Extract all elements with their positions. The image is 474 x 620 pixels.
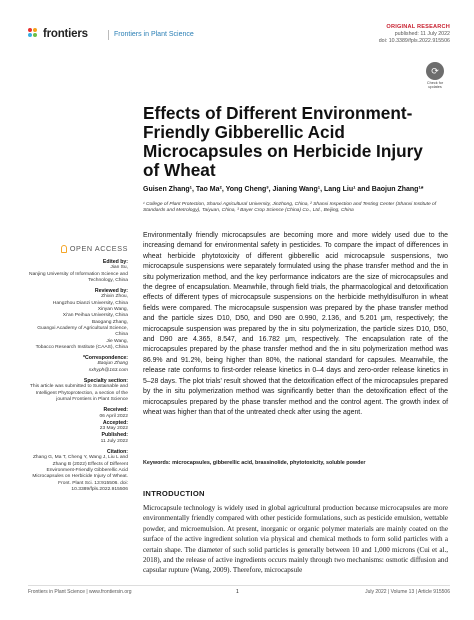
open-lock-icon bbox=[61, 245, 67, 253]
specialty-section bbox=[28, 378, 128, 403]
introduction-text: Microcapsule technology is widely used in global agricultural production because microcapsules are more environmentally friendly compared with other pesticide formulations, such as pesticide emulsion, wettable powder, and microemulsion. At present, inorganic or organic polymer materials are mainly coated on the surface of the active ingredient solution via physical and chemical methods to form solid particles with a certain shape. The diameter of such solid particles is generally between 10 and 1,000 microns (Cui et al., 2018), and the release of active ingredients occurs mainly through two mechanisms: osmotic diffusion and capsular rupture (Wang, 2009). Therefore, microcapsule bbox=[143, 504, 448, 575]
article-type: ORIGINAL RESEARCH bbox=[386, 24, 450, 30]
correspondence bbox=[28, 355, 128, 374]
footer-rule bbox=[28, 585, 450, 586]
footer-volume: July 2022 | Volume 13 | Article 915506 bbox=[365, 589, 450, 595]
reviewed-by-heading: Reviewed by: bbox=[94, 288, 128, 295]
header-divider bbox=[108, 30, 109, 40]
published-date-side: 11 July 2022 bbox=[100, 438, 128, 444]
refresh-icon: ⟳ bbox=[426, 62, 444, 80]
open-access-label: OPEN ACCESS bbox=[69, 244, 128, 253]
correspondence-text[interactable]: Baojun Zhang sxhyph@163.com bbox=[88, 361, 128, 373]
accepted-heading: Accepted: bbox=[102, 419, 128, 426]
specialty-text: This article was submitted to Sustainable and Intelligent Phytoprotection, a section of the journal Frontiers in Plant Science bbox=[29, 384, 128, 402]
edited-by-text: Jian Su, Nanjing University of Information Science and Technology, China bbox=[29, 265, 128, 283]
introduction-heading: INTRODUCTION bbox=[143, 489, 205, 498]
frontiers-logo[interactable] bbox=[28, 28, 88, 40]
page-footer bbox=[28, 589, 450, 599]
reviewed-by-text: Zhixin Zhou, Hangzhou Dianzi University, China Xinyan Wang, Xi'an Peihua University, China Baogang Zhang, Guangxi Academy of Agricultural Science, China Jie Wang, Tobacco Research Institute (CAAS), China bbox=[35, 294, 128, 350]
logo-text: frontiers bbox=[43, 28, 88, 40]
edited-by-heading: Edited by: bbox=[102, 259, 128, 265]
article-title: Effects of Different Environment-Friendly Gibberellic Acid Microcapsules on Herbicide Injury of Wheat bbox=[143, 103, 423, 180]
published-date: published: 11 July 2022 bbox=[394, 31, 450, 37]
footer-journal[interactable]: Frontiers in Plant Science | www.frontiersin.org bbox=[28, 589, 132, 595]
article-meta bbox=[379, 24, 450, 45]
citation bbox=[28, 449, 128, 493]
article-info-sidebar bbox=[28, 244, 128, 497]
open-access-badge bbox=[28, 244, 128, 253]
article-doi[interactable]: doi: 10.3389/fpls.2022.915506 bbox=[378, 38, 450, 44]
reviewed-by bbox=[28, 288, 128, 351]
accepted-date: 23 May 2022 bbox=[99, 426, 128, 432]
specialty-heading: Specialty section: bbox=[83, 378, 128, 385]
correspondence-heading: *Correspondence: bbox=[83, 355, 128, 362]
dates bbox=[28, 407, 128, 445]
citation-heading: Citation: bbox=[106, 449, 128, 456]
check-for-updates-badge[interactable] bbox=[424, 62, 446, 89]
published-heading: Published: bbox=[101, 432, 128, 439]
citation-text: Zhang G, Ma T, Cheng Y, Wang J, Liu L and Zhang B (2022) Effects of Different Environment-Friendly Gibberellic Acid Microcapsules on Herbicide Injury of Wheat. Front. Plant Sci. 13:915506. doi: 10.3389/fpls.2022.915506 bbox=[32, 455, 128, 492]
abstract: Environmentally friendly microcapsules are becoming more and more widely used due to the increasing demand for environmental safety in pesticides. To compare the impact of differences in wheat herbicide phytotoxicity of different gibberellic acid microcapsule suspensions, two microcapsule suspensions were separately formulated using the phase transfer method and the in situ polymerization method, and the key performance indicators are the size of microcapsules and the degree of encapsulation. Meanwhile, through field trials, the pharmacological and detoxification effects of different types of microcapsule suspensions on the herbicide methyldisulfuron in wheat fields were compared. The microcapsule suspension was prepared by the phase transfer method and the particle sizes D10, D50, and D90 are 0.990, 2.136, and 5.201 μm, respectively; the microcapsule suspension was prepared by the in situ polymerization, the particle sizes D10, D50, and D90 are 4.365, 8.547, and 16.782 μm, respectively. The encapsulation rate of the microcapsules prepared by the phase transfer method and the in situ polymerization method was 86.9% and 91.2%, being higher than 80%, the national standard for capsules. Meanwhile, the release rate conforms to first-order release kinetics in 0–4 days and zero-order release kinetics in 5–28 days. The plot trials' result showed that the detoxification effect of the microcapsules prepared by the in situ polymerization method was significantly better than the detoxification effect of the microcapsules prepared by the phase transfer method and the control agent. The growth index of wheat was higher than that of the untreated check after using the agent. bbox=[143, 232, 448, 416]
received-heading: Received: bbox=[103, 407, 128, 414]
author-list: Guisen Zhang¹, Tao Ma², Yong Cheng³, Jianing Wang¹, Lang Liu¹ and Baojun Zhang¹* bbox=[143, 186, 424, 193]
edited-by bbox=[28, 259, 128, 284]
page-number: 1 bbox=[236, 589, 239, 595]
article-header bbox=[28, 24, 450, 54]
keywords-text: microcapsules, gibberellic acid, brassinolide, phytotoxicity, soluble powder bbox=[172, 460, 366, 466]
received-date: 06 April 2022 bbox=[99, 413, 128, 419]
affiliations: ¹ College of Plant Protection, Shanxi Agricultural University, Jinzhong, China, ² Shanxi Inspection and Testing Center (Shanxi Institute of Standards and Metrology), Taiyuan, China, ³ Bayer Crop Science (China) Co., Ltd., Beijing, China bbox=[143, 202, 437, 214]
keywords-label: Keywords: bbox=[143, 460, 171, 466]
journal-name[interactable]: Frontiers in Plant Science bbox=[114, 31, 194, 38]
check-updates-label: Check for updates bbox=[426, 81, 444, 90]
keywords bbox=[143, 460, 448, 466]
frontiers-logo-icon bbox=[28, 28, 40, 40]
